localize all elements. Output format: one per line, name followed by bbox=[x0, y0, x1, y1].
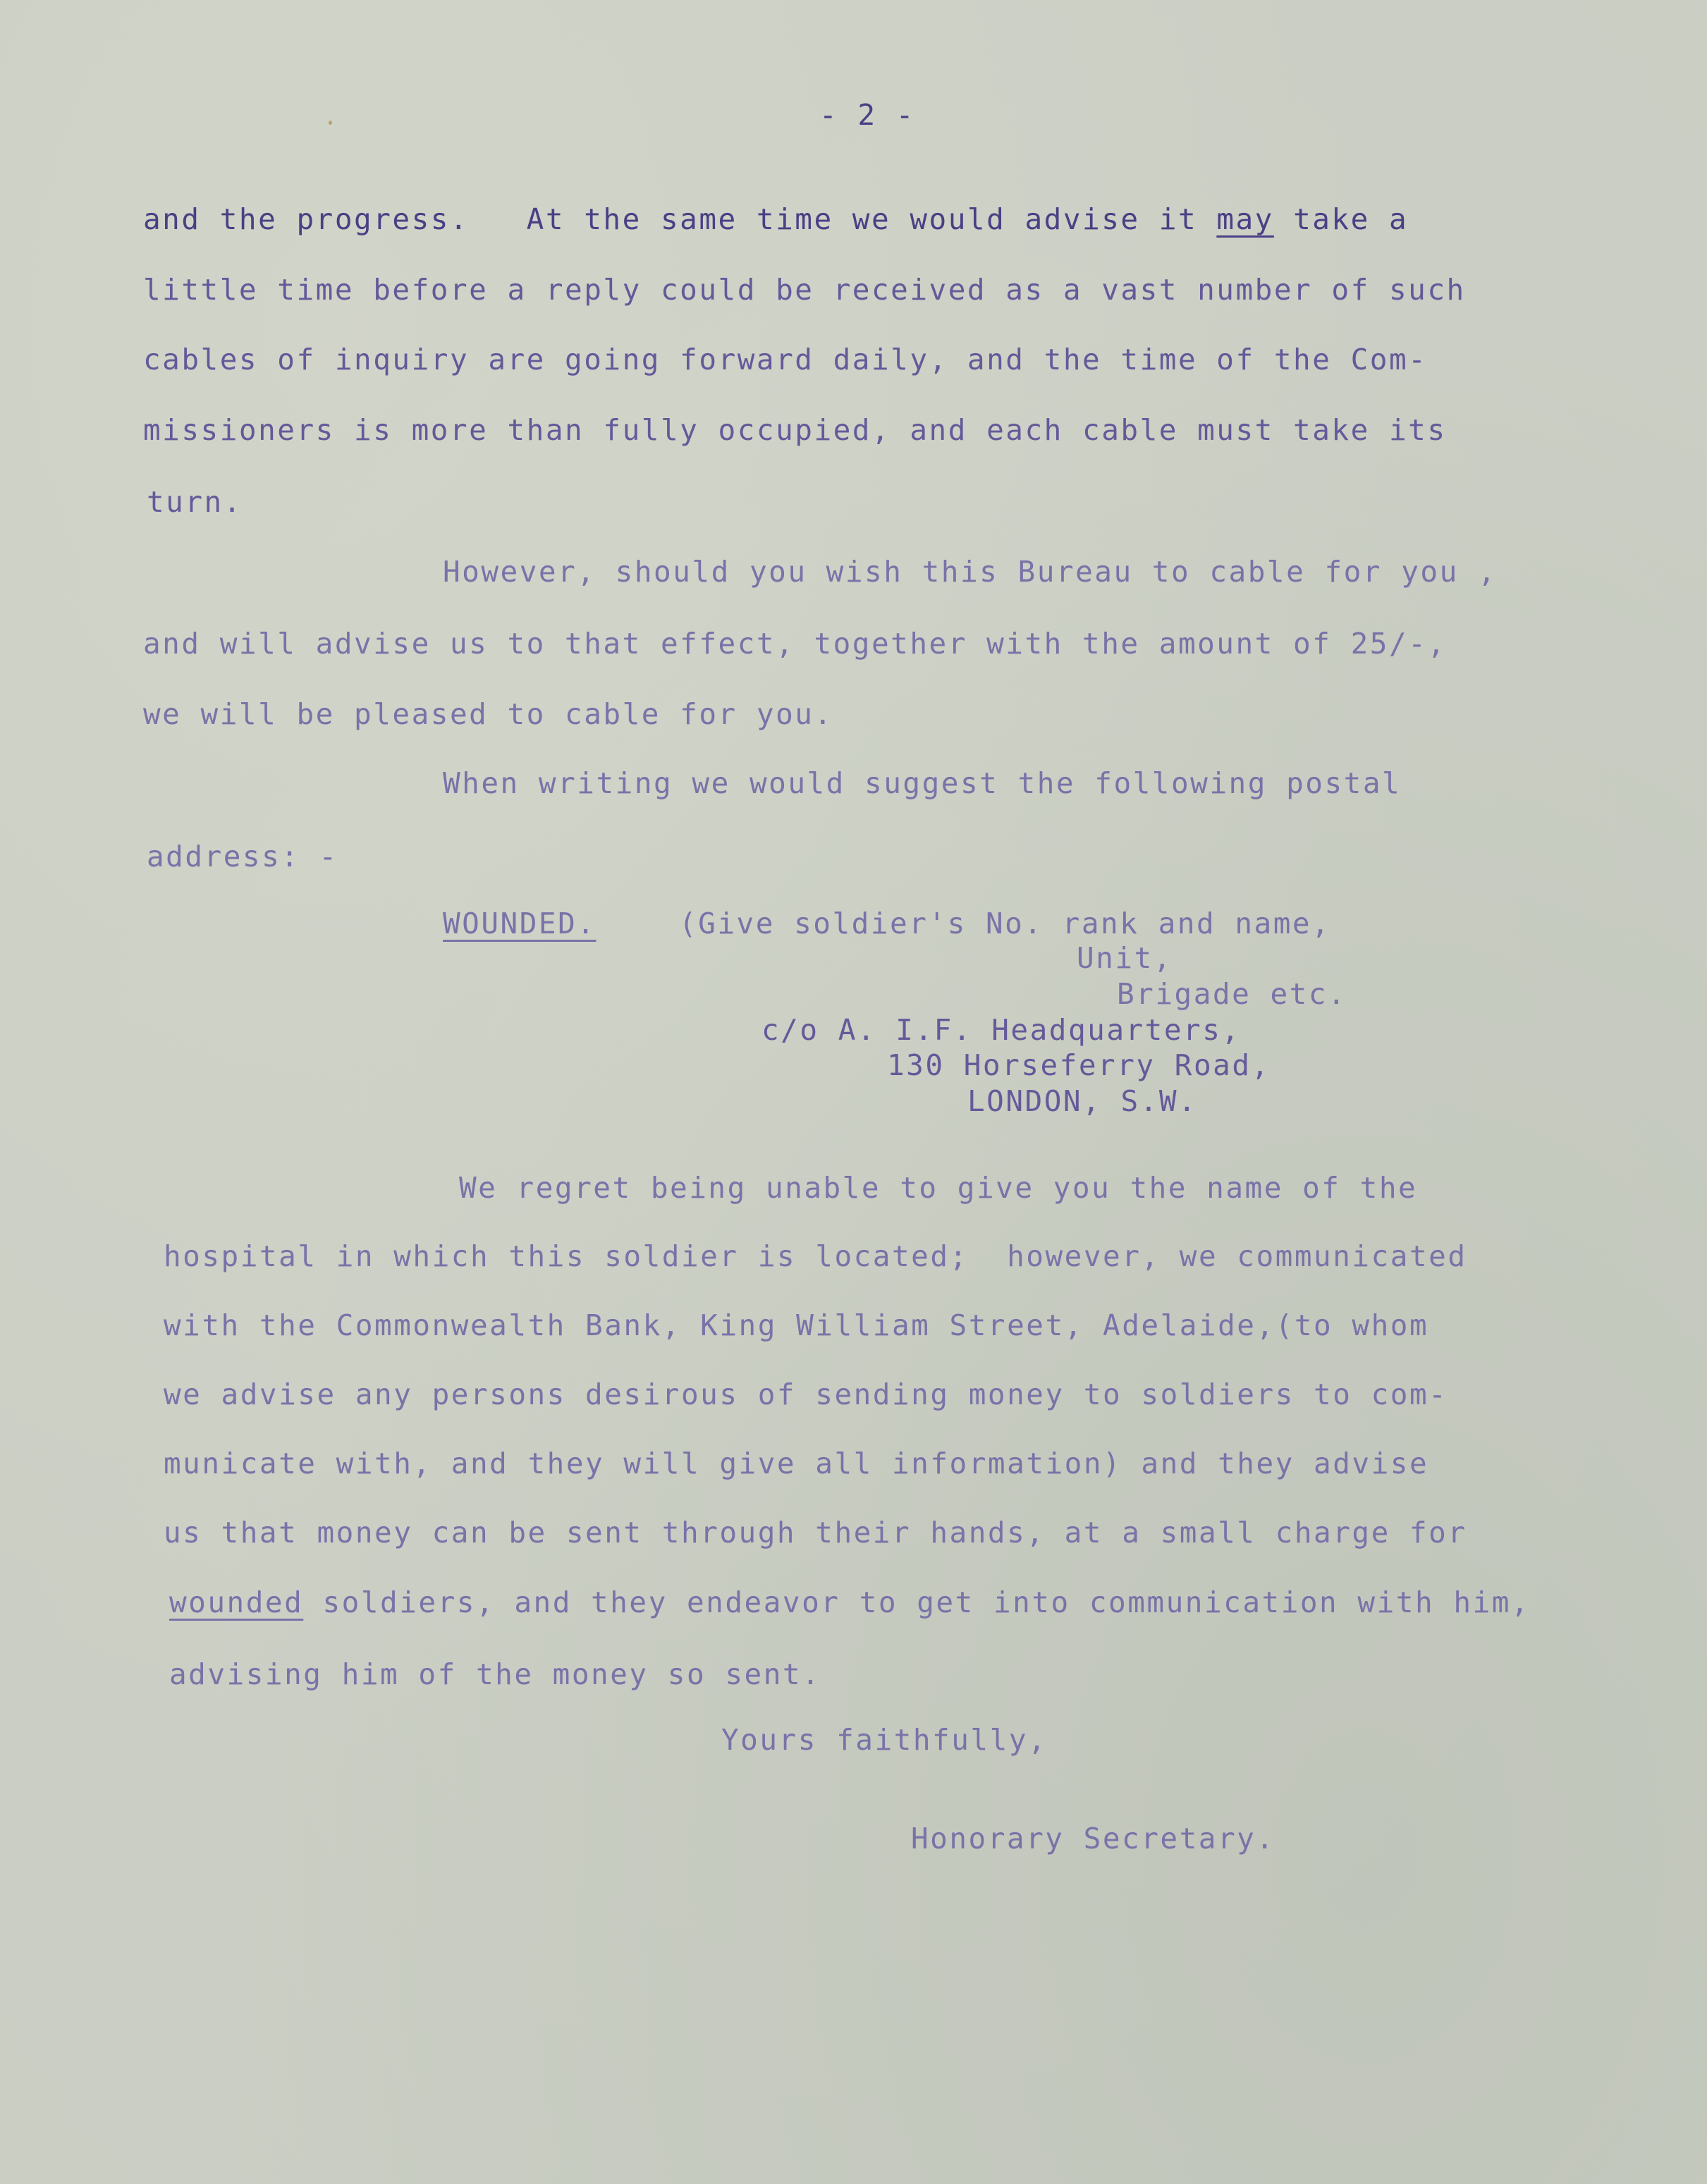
paragraph-3-line-2: address: - bbox=[147, 840, 338, 873]
paragraph-4-line-8: advising him of the money so sent. bbox=[169, 1657, 821, 1691]
paragraph-1-line-1-text: and the progress. At the same time we would advise it bbox=[143, 202, 1198, 236]
paragraph-4-line-5: municate with, and they will give all information) and they advise bbox=[164, 1447, 1429, 1480]
paragraph-1-line-1-tail: take a bbox=[1293, 202, 1409, 236]
address-unit: Unit, bbox=[1077, 941, 1173, 975]
address-brigade: Brigade etc. bbox=[1117, 977, 1347, 1011]
page-number: - 2 - bbox=[819, 98, 915, 132]
underlined-may: may bbox=[1216, 202, 1274, 236]
paragraph-3-line-1: When writing we would suggest the following postal bbox=[443, 766, 1402, 800]
paragraph-2-line-1: However, should you wish this Bureau to cable for you , bbox=[443, 555, 1498, 589]
paragraph-4-line-7 bbox=[169, 1585, 1531, 1619]
signature-title: Honorary Secretary. bbox=[911, 1822, 1275, 1855]
paragraph-2-line-2: and will advise us to that effect, together with the amount of 25/-, bbox=[143, 627, 1447, 661]
paragraph-1-line-1 bbox=[143, 202, 1409, 236]
address-city: LONDON, S.W. bbox=[967, 1084, 1198, 1118]
underlined-wounded: wounded bbox=[169, 1585, 304, 1619]
closing-yours-faithfully: Yours faithfully, bbox=[721, 1723, 1048, 1757]
paragraph-1-line-3: cables of inquiry are going forward daily, and the time of the Com- bbox=[143, 343, 1428, 376]
paragraph-4-line-6: us that money can be sent through their hands, at a small charge for bbox=[164, 1516, 1467, 1550]
paragraph-4-line-2: hospital in which this soldier is located; however, we communicated bbox=[164, 1239, 1467, 1273]
paragraph-1-line-5: turn. bbox=[147, 485, 243, 519]
address-instruction: (Give soldier's No. rank and name, bbox=[679, 907, 1331, 940]
paragraph-1-line-2: little time before a reply could be received as a vast number of such bbox=[143, 273, 1466, 307]
paragraph-4-line-4: we advise any persons desirous of sending money to soldiers to com- bbox=[164, 1378, 1448, 1411]
address-label-wounded: WOUNDED. bbox=[443, 907, 596, 940]
paragraph-4-line-7-tail: soldiers, and they endeavor to get into communication with him, bbox=[322, 1585, 1531, 1619]
ink-spot bbox=[329, 121, 332, 125]
paragraph-4-line-1: We regret being unable to give you the name of the bbox=[459, 1171, 1418, 1205]
paragraph-1-line-4: missioners is more than fully occupied, and each cable must take its bbox=[143, 413, 1447, 447]
paragraph-4-line-3: with the Commonwealth Bank, King William Street, Adelaide,(to whom bbox=[164, 1308, 1429, 1342]
address-street: 130 Horseferry Road, bbox=[887, 1048, 1271, 1082]
address-care-of: c/o A. I.F. Headquarters, bbox=[761, 1013, 1241, 1047]
paragraph-2-line-3: we will be pleased to cable for you. bbox=[143, 697, 833, 731]
